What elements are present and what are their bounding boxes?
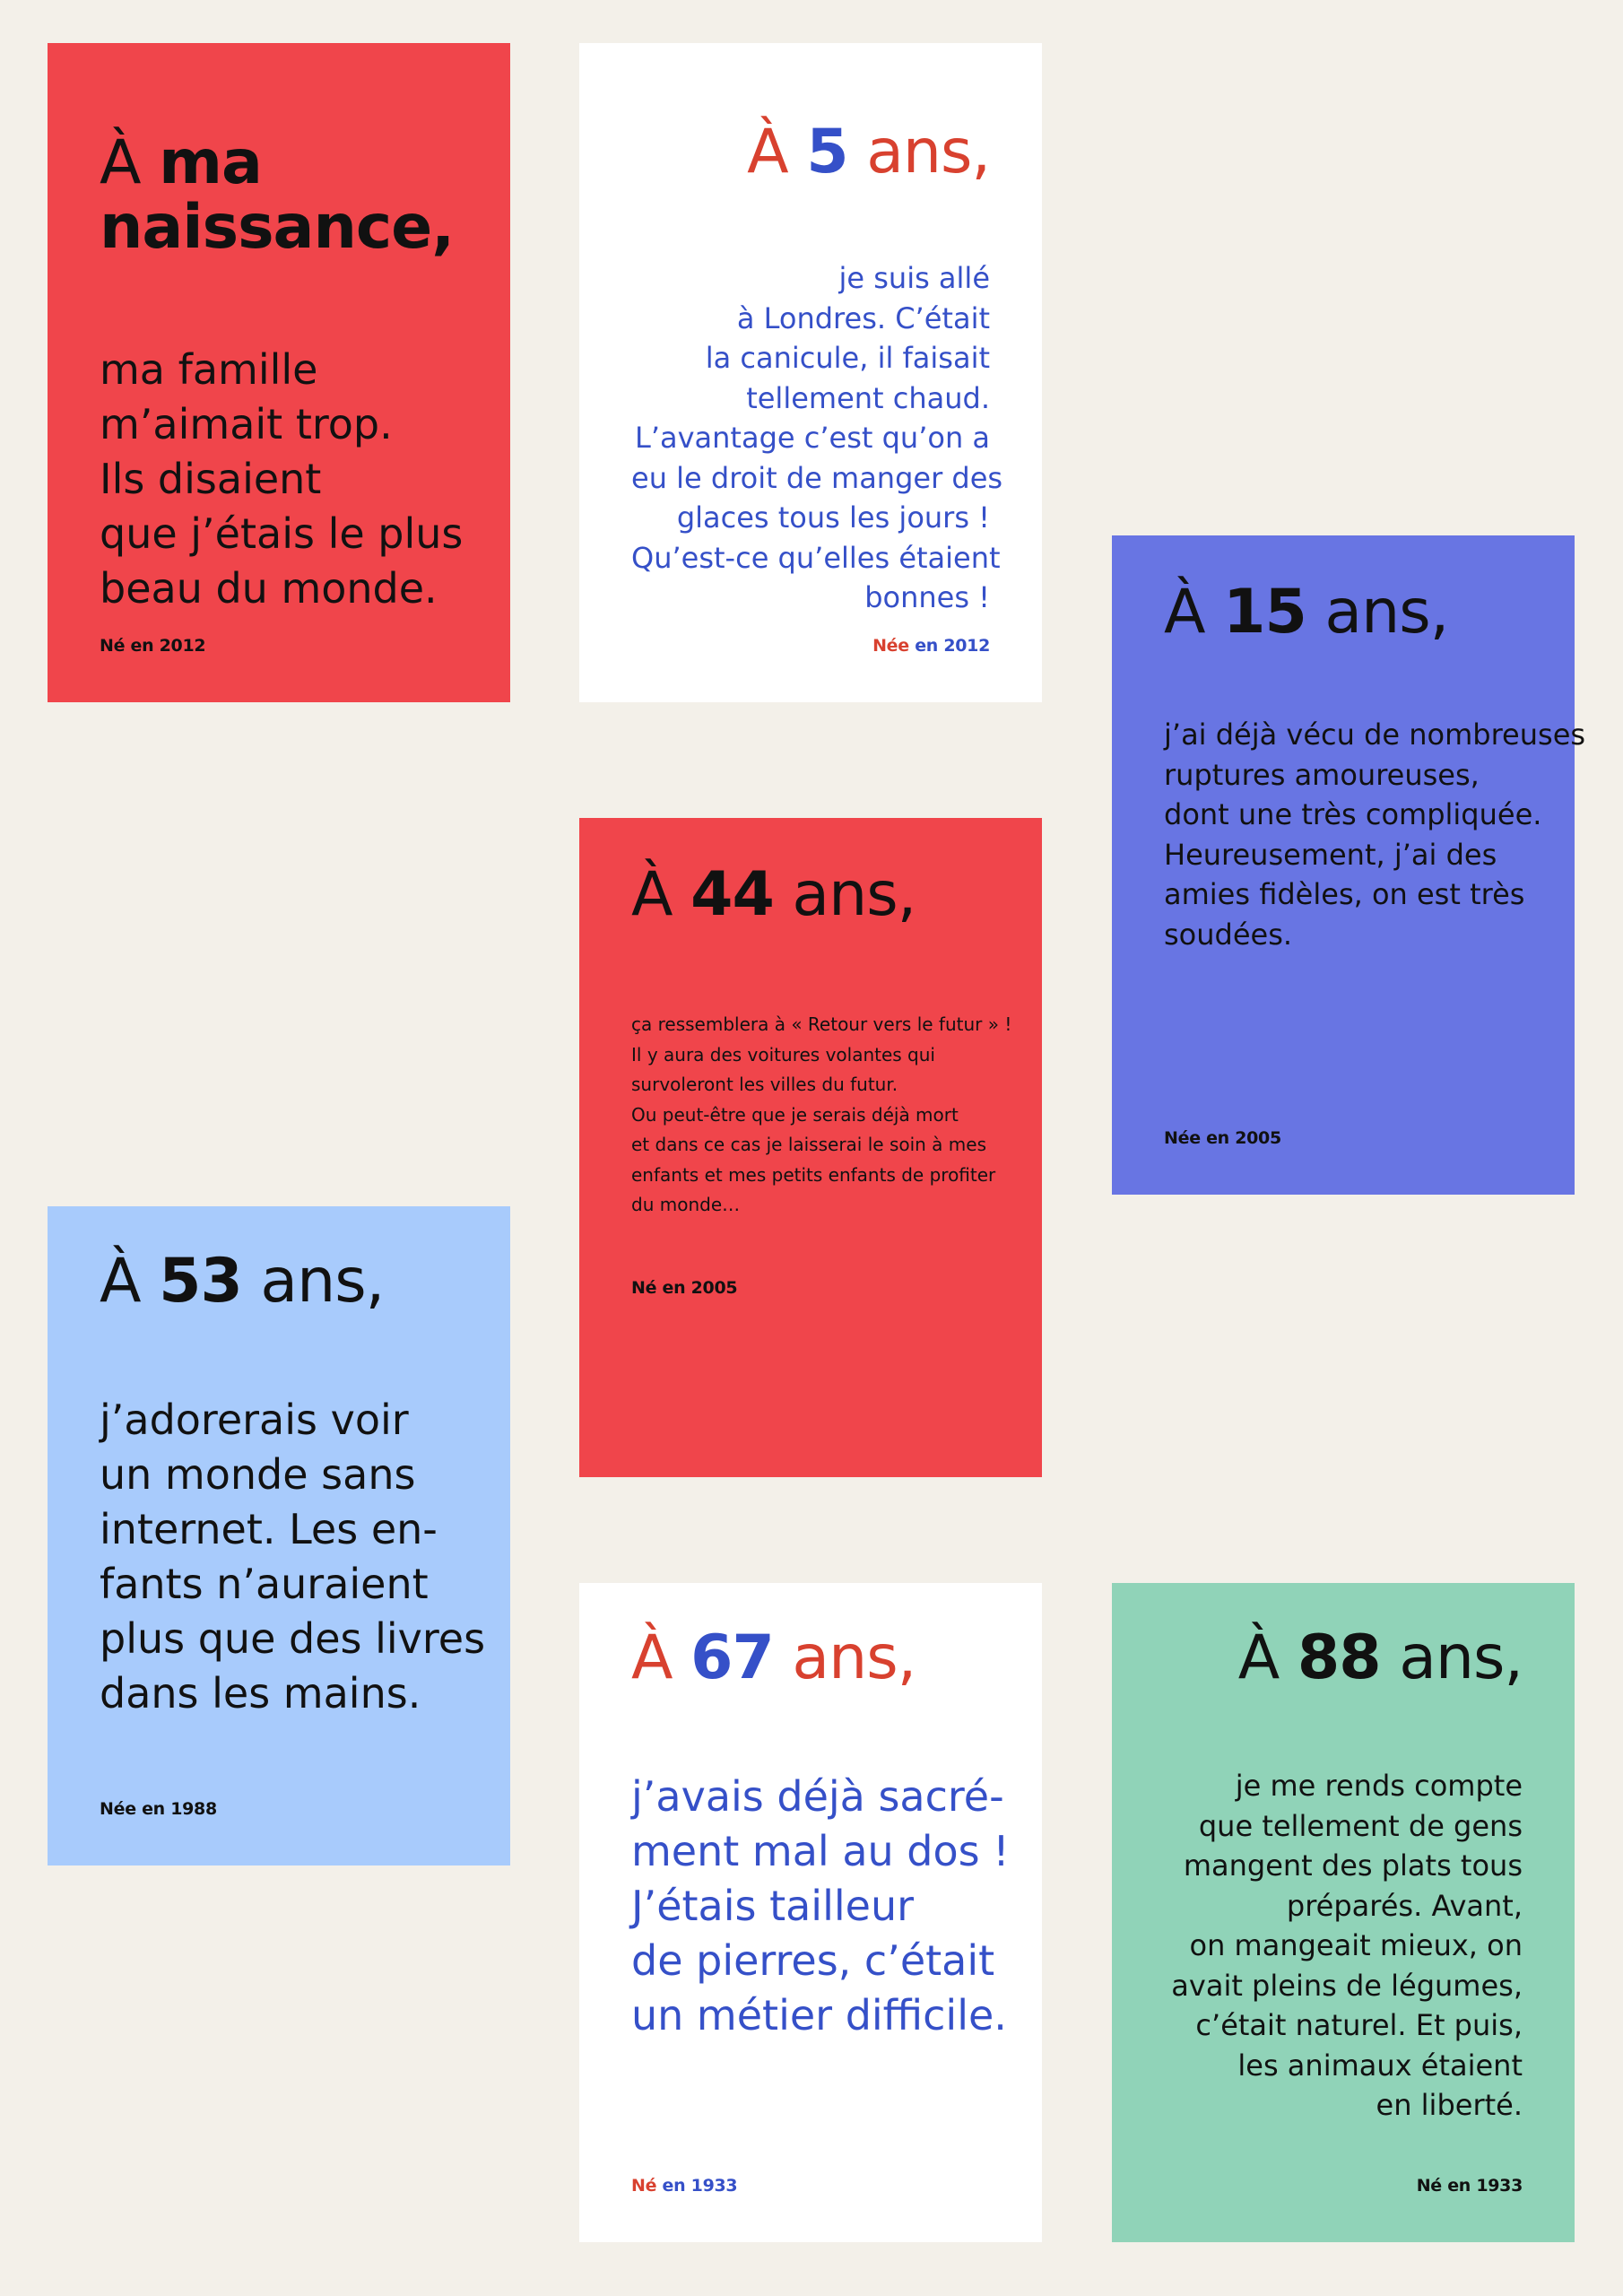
card-age-5 [579, 43, 1042, 702]
card-text [631, 1010, 1012, 1221]
text-line: L’avantage c’est qu’on a [634, 421, 990, 455]
text-line: Ils disaient [100, 455, 322, 503]
card-text [1164, 715, 1586, 954]
card-text [100, 343, 464, 616]
title-number: 44 [690, 859, 774, 930]
text-line: Il y aura des voitures volantes qui [631, 1043, 935, 1065]
title-main: ma naissance [100, 127, 432, 263]
text-line: à Londres. C’était [736, 300, 990, 335]
signature-prefix: Née [872, 636, 909, 656]
text-line: eu le droit de manger des [631, 460, 1003, 495]
signature: Né en 2005 [631, 1278, 738, 1298]
card-title [1164, 573, 1523, 648]
title-number: 67 [690, 1622, 774, 1693]
card-text [631, 258, 1003, 618]
title-number: 88 [1297, 1622, 1381, 1693]
text-line: un monde sans [100, 1450, 416, 1499]
text-line: amies fidèles, on est très [1164, 877, 1525, 911]
signature [872, 636, 990, 656]
title-number: 53 [159, 1246, 242, 1317]
text-line: tellement chaud. [746, 380, 990, 415]
signature-rest: en 1933 [662, 2176, 738, 2196]
text-line: J’étais tailleur [631, 1882, 915, 1930]
text-line: soudées. [1164, 917, 1293, 952]
card-age-44 [579, 818, 1042, 1477]
text-line: c’était naturel. Et puis, [1195, 2008, 1523, 2042]
card-text [100, 1393, 486, 1721]
text-line: plus que des livres [100, 1614, 486, 1663]
text-line: que j’étais le plus [100, 509, 464, 558]
title-number: 5 [806, 117, 848, 187]
signature: Née en 2005 [1164, 1128, 1281, 1148]
title-prefix: À [1164, 577, 1205, 648]
text-line: beau du monde. [100, 564, 438, 613]
card-age-53 [48, 1206, 510, 1866]
text-line: j’ai déjà vécu de nombreuses [1164, 718, 1586, 752]
text-line: internet. Les en- [100, 1505, 438, 1553]
card-title [100, 81, 458, 263]
title-suffix: ans, [1399, 1622, 1523, 1693]
text-line: du monde… [631, 1194, 741, 1215]
text-line: m’aimait trop. [100, 400, 393, 448]
text-line: ça ressemblera à « Retour vers le futur » ! [631, 1013, 1012, 1035]
text-line: les animaux étaient [1237, 2048, 1523, 2083]
title-suffix: , [431, 192, 455, 263]
text-line: ruptures amoureuses, [1164, 757, 1480, 792]
text-line: ma famille [100, 345, 318, 394]
signature: Né en 2012 [100, 636, 206, 656]
card-title [1164, 1621, 1523, 1691]
text-line: un métier difficile. [631, 1991, 1007, 2039]
text-line: Ou peut-être que je serais déjà mort [631, 1103, 959, 1126]
text-line: mangent des plats tous [1183, 1848, 1523, 1883]
text-line: survoleront les villes du futur. [631, 1074, 898, 1095]
text-line: on mangeait mieux, on [1189, 1928, 1523, 1962]
card-title [631, 1621, 990, 1691]
text-line: Qu’est-ce qu’elles étaient [631, 540, 1001, 575]
text-line: j’avais déjà sacré- [631, 1772, 1004, 1821]
text-line: de pierres, c’était [631, 1936, 995, 1985]
title-number: 15 [1223, 577, 1306, 648]
title-prefix: À [100, 127, 141, 198]
text-line: bonnes ! [864, 580, 990, 614]
signature-prefix: Né [631, 2176, 657, 2196]
signature: Né en 1933 [1416, 2176, 1523, 2196]
card-text [1164, 1766, 1523, 2126]
text-line: que tellement de gens [1198, 1808, 1523, 1843]
text-line: fants n’auraient [100, 1560, 429, 1608]
signature-rest: en 2012 [915, 636, 990, 656]
text-line: dans les mains. [100, 1669, 421, 1718]
text-line: en liberté. [1376, 2088, 1523, 2122]
signature [631, 2176, 737, 2196]
card-title [100, 1244, 458, 1317]
text-line: ment mal au dos ! [631, 1827, 1010, 1875]
text-line: je suis allé [838, 261, 990, 295]
text-line: je me rends compte [1235, 1769, 1523, 1803]
card-age-15 [1112, 535, 1586, 1195]
text-line: dont une très compliquée. [1164, 797, 1542, 831]
title-suffix: ans, [792, 1622, 916, 1693]
text-line: glaces tous les jours ! [676, 500, 990, 535]
title-prefix: À [631, 859, 673, 930]
signature: Née en 1988 [100, 1799, 217, 1819]
text-line: préparés. Avant, [1286, 1888, 1523, 1923]
title-suffix: ans, [792, 859, 916, 930]
text-line: la canicule, il faisait [705, 341, 990, 375]
text-line: avait pleins de légumes, [1171, 1968, 1523, 2003]
card-text [631, 1770, 1010, 2043]
title-suffix: ans, [1324, 577, 1449, 648]
title-prefix: À [631, 1622, 673, 1693]
text-line: enfants et mes petits enfants de profiter [631, 1163, 996, 1186]
title-suffix: ans, [866, 117, 990, 187]
title-prefix: À [747, 117, 788, 187]
card-naissance [48, 43, 510, 702]
title-prefix: À [1237, 1622, 1280, 1693]
card-age-88 [1112, 1583, 1575, 2242]
title-prefix: À [100, 1246, 141, 1317]
text-line: et dans ce cas je laisserai le soin à mes [631, 1134, 987, 1155]
card-age-67 [579, 1583, 1042, 2242]
title-suffix: ans, [260, 1246, 385, 1317]
card-title [631, 81, 990, 185]
text-line: Heureusement, j’ai des [1164, 837, 1497, 872]
text-line: j’adorerais voir [100, 1396, 409, 1444]
card-title [631, 856, 990, 930]
